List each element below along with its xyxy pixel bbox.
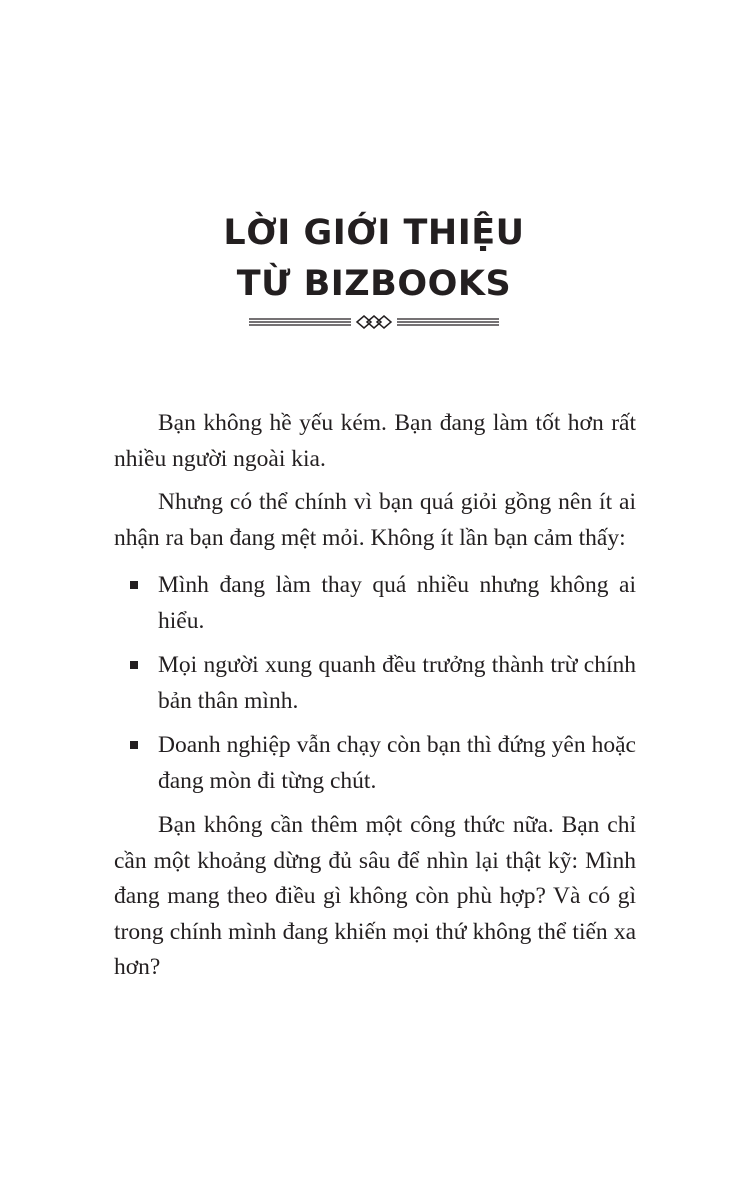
list-item-text: Doanh nghiệp vẫn chạy còn bạn thì đứng yên hoặc đang mòn đi từng chút.: [158, 732, 636, 794]
heading-line-2: TỪ BIZBOOKS: [236, 264, 512, 304]
square-bullet-icon: [130, 661, 138, 669]
list-item-text: Mình đang làm thay quá nhiều nhưng không ai hiểu.: [158, 572, 636, 634]
paragraph: Nhưng có thể chính vì bạn quá giỏi gồng nên ít ai nhận ra bạn đang mệt mỏi. Không ít lần bạn cảm thấy:: [114, 489, 636, 551]
list-item: [114, 568, 636, 639]
body-text: [114, 406, 636, 994]
chapter-heading: [0, 208, 748, 310]
bullet-list: [114, 568, 636, 799]
square-bullet-icon: [130, 581, 138, 589]
paragraph: Bạn không cần thêm một công thức nữa. Bạn chỉ cần một khoảng dừng đủ sâu để nhìn lại thật kỹ: Mình đang mang theo điều gì không còn phù hợp? Và có gì trong chính mình đang khiến mọi thứ không thể tiến xa hơn?: [114, 812, 636, 980]
square-bullet-icon: [130, 741, 138, 749]
list-item: [114, 728, 636, 799]
paragraph: Bạn không hề yếu kém. Bạn đang làm tốt hơn rất nhiều người ngoài kia.: [114, 410, 636, 472]
list-item-text: Mọi người xung quanh đều trưởng thành trừ chính bản thân mình.: [158, 652, 636, 714]
list-item: [114, 648, 636, 719]
divider-ornament-icon: [247, 313, 501, 331]
heading-line-1: LỜI GIỚI THIỆU: [223, 213, 525, 253]
